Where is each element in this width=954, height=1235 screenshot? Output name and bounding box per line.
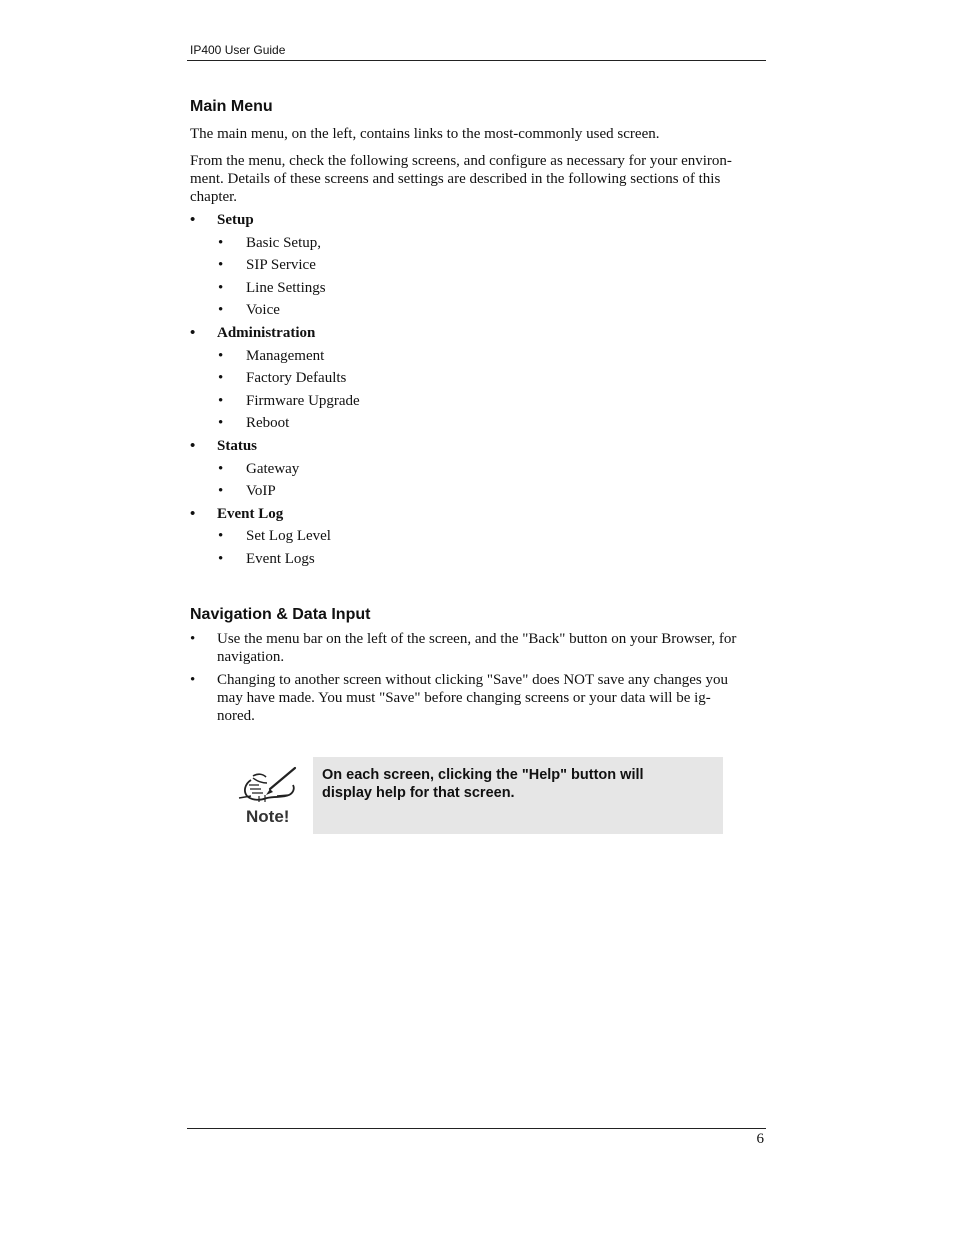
menu-subitem bbox=[190, 390, 762, 413]
bullet-icon: • bbox=[218, 279, 224, 296]
footer-rule bbox=[187, 1128, 766, 1129]
menu-section-label: Setup bbox=[217, 212, 254, 228]
page-number: 6 bbox=[756, 1131, 764, 1147]
main-menu-description: From the menu, check the following screens, and configure as necessary for your environ- ment. Details of these screens and settings are described in the following sections of this chapter. bbox=[190, 153, 732, 205]
bullet-icon: • bbox=[190, 630, 196, 647]
navigation-item-text: Changing to another screen without clicking "Save" does NOT save any changes you may have made. You must "Save" before changing screens or your data will be ig- nored. bbox=[217, 671, 729, 724]
menu-subitem-label: Voice bbox=[246, 302, 280, 319]
menu-subitem bbox=[190, 299, 762, 322]
bullet-icon: • bbox=[190, 505, 196, 522]
menu-subitem bbox=[190, 480, 762, 503]
bullet-icon: • bbox=[218, 550, 224, 567]
note-callout bbox=[313, 757, 723, 834]
menu-section bbox=[190, 209, 762, 232]
note-text: On each screen, clicking the "Help" button will display help for that screen. bbox=[322, 767, 644, 801]
list-item bbox=[190, 671, 762, 725]
menu-section-label: Event Log bbox=[217, 505, 284, 522]
menu-subitem bbox=[190, 254, 762, 277]
list-item bbox=[190, 630, 762, 666]
bullet-icon: • bbox=[218, 528, 224, 545]
menu-subitem-label: Reboot bbox=[246, 415, 290, 432]
menu-subitem bbox=[190, 277, 762, 300]
menu-subitem-label: Gateway bbox=[246, 460, 300, 477]
navigation-list bbox=[190, 630, 762, 725]
menu-subitem bbox=[190, 345, 762, 368]
bullet-icon: • bbox=[218, 257, 224, 274]
menu-subitem-label: Firmware Upgrade bbox=[246, 392, 360, 409]
navigation-heading: Navigation & Data Input bbox=[190, 605, 371, 623]
bullet-icon: • bbox=[218, 483, 224, 500]
menu-subitem-label: Event Logs bbox=[246, 550, 315, 567]
note-hand-writing-icon bbox=[237, 765, 301, 827]
menu-subitem bbox=[190, 232, 762, 255]
bullet-icon: • bbox=[190, 212, 196, 228]
note-icon-label: Note! bbox=[246, 807, 290, 826]
navigation-item-text: Use the menu bar on the left of the screen, and the "Back" button on your Browser, for navigation. bbox=[217, 630, 737, 665]
bullet-icon: • bbox=[218, 370, 224, 387]
menu-subitem bbox=[190, 525, 762, 548]
menu-subitem-label: Basic Setup, bbox=[246, 234, 321, 251]
running-header: IP400 User Guide bbox=[190, 43, 286, 57]
menu-subitem-label: Line Settings bbox=[246, 279, 326, 296]
menu-subitem bbox=[190, 458, 762, 481]
menu-section bbox=[190, 503, 762, 526]
menu-section bbox=[190, 435, 762, 458]
menu-subitem-label: SIP Service bbox=[246, 257, 316, 274]
menu-subitem bbox=[190, 548, 762, 571]
bullet-icon: • bbox=[190, 324, 196, 341]
bullet-icon: • bbox=[218, 234, 224, 251]
bullet-icon: • bbox=[218, 415, 224, 432]
bullet-icon: • bbox=[190, 671, 196, 688]
menu-subitem bbox=[190, 367, 762, 390]
bullet-icon: • bbox=[218, 347, 224, 364]
menu-subitem bbox=[190, 412, 762, 435]
bullet-icon: • bbox=[218, 302, 224, 319]
main-menu-heading: Main Menu bbox=[190, 98, 273, 115]
menu-section bbox=[190, 322, 762, 345]
menu-subitem-label: VoIP bbox=[246, 483, 276, 500]
header-rule bbox=[187, 60, 766, 61]
menu-section-label: Status bbox=[217, 437, 258, 454]
bullet-icon: • bbox=[218, 392, 224, 409]
menu-section-label: Administration bbox=[217, 324, 316, 341]
bullet-icon: • bbox=[218, 460, 224, 477]
menu-subitem-label: Set Log Level bbox=[246, 528, 331, 545]
bullet-icon: • bbox=[190, 437, 196, 454]
main-menu-intro: The main menu, on the left, contains links to the most-commonly used screen. bbox=[190, 126, 660, 142]
menu-subitem-label: Management bbox=[246, 347, 325, 364]
menu-outline-list bbox=[190, 209, 762, 571]
menu-subitem-label: Factory Defaults bbox=[246, 370, 347, 387]
page-content bbox=[190, 96, 762, 730]
